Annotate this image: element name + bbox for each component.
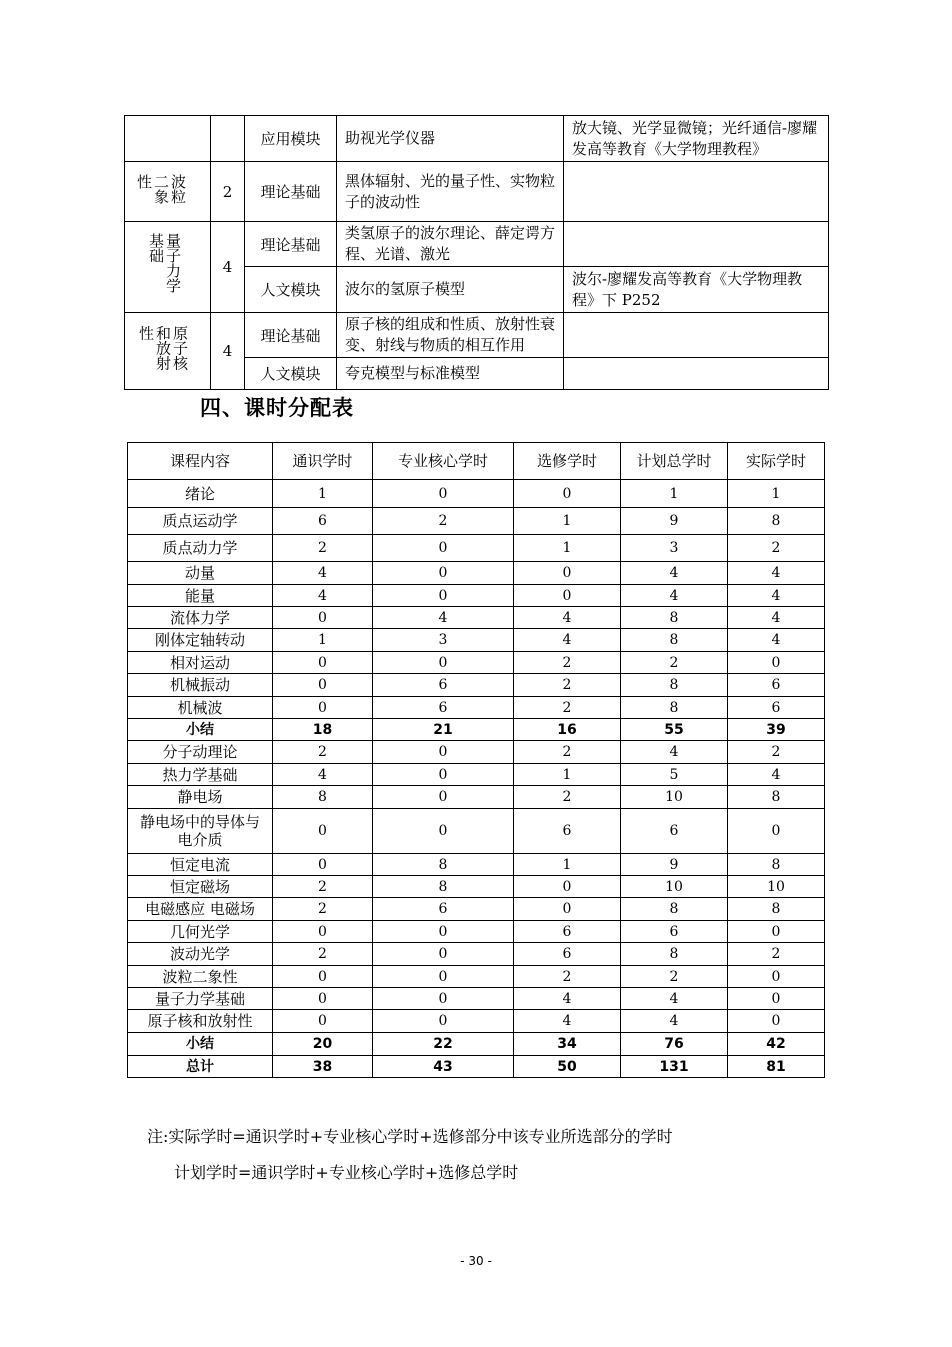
course-content-cell: 恒定电流 [128,854,273,876]
table-row [128,943,825,966]
table-row [128,898,825,921]
hours-cell: 0 [273,607,373,629]
chapter-title-cell [125,313,211,390]
hours-cell: 0 [273,697,373,719]
hours-cell: 10 [621,876,728,898]
hours-cell: 0 [514,562,621,585]
hours-cell: 8 [728,898,825,921]
table-header-row [128,443,825,480]
hours-cell: 0 [273,988,373,1010]
hours-cell: 16 [514,719,621,741]
table-row [128,921,825,943]
course-content-cell: 机械波 [128,697,273,719]
hours-cell: 8 [621,629,728,652]
hours-cell: 8 [728,508,825,535]
course-content-cell: 量子力学基础 [128,988,273,1010]
hours-cell: 50 [514,1056,621,1078]
hours-cell: 4 [514,607,621,629]
table-summary-row [128,719,825,741]
hours-cell: 0 [273,1010,373,1033]
column-header: 选修学时 [514,443,621,480]
module-reference [564,162,829,222]
hours-cell: 2 [273,898,373,921]
hours-cell: 4 [621,741,728,764]
table-row [128,741,825,764]
hours-cell: 2 [373,508,514,535]
hours-cell: 0 [728,966,825,988]
hours-cell: 0 [373,535,514,562]
hours-cell: 8 [621,674,728,697]
course-content-cell: 静电场 [128,786,273,809]
hours-cell: 6 [373,674,514,697]
chapter-title-cell [125,222,211,313]
course-content-cell: 原子核和放射性 [128,1010,273,1033]
hours-cell: 8 [728,786,825,809]
hours-cell: 76 [621,1033,728,1056]
module-content: 夸克模型与标准模型 [337,358,564,390]
hours-cell: 2 [273,535,373,562]
hours-cell: 6 [728,697,825,719]
module-table [124,115,829,390]
hours-cell: 2 [273,943,373,966]
hours-cell: 1 [514,508,621,535]
hours-cell: 4 [621,562,728,585]
hours-cell: 4 [273,562,373,585]
course-content-cell: 能量 [128,585,273,607]
page-number: - 30 - [460,1254,492,1268]
section-heading: 四、课时分配表 [200,396,354,420]
hours-cell: 1 [514,854,621,876]
module-reference [564,358,829,390]
hours-cell: 38 [273,1056,373,1078]
hours-cell: 0 [514,585,621,607]
table-row [125,222,829,267]
hours-cell: 0 [373,741,514,764]
module-content: 原子核的组成和性质、放射性衰变、射线与物质的相互作用 [337,313,564,358]
hours-cell: 81 [728,1056,825,1078]
chapter-hours: 2 [211,162,245,222]
hours-cell: 8 [273,786,373,809]
table-row [128,966,825,988]
table-row [125,313,829,358]
hours-cell: 0 [728,652,825,674]
hours-cell: 4 [728,629,825,652]
hours-cell: 10 [621,786,728,809]
hours-cell: 43 [373,1056,514,1078]
table-row [128,674,825,697]
hours-cell: 2 [728,943,825,966]
hours-cell: 0 [373,943,514,966]
chapter-hours: 4 [211,222,245,313]
hours-cell: 1 [273,480,373,508]
hours-cell: 6 [728,674,825,697]
course-content-cell: 动量 [128,562,273,585]
module-subtype: 人文模块 [245,267,337,313]
hours-cell: 2 [728,741,825,764]
hours-cell: 0 [273,966,373,988]
hours-cell: 1 [514,535,621,562]
hours-cell: 2 [273,741,373,764]
hours-cell: 2 [273,876,373,898]
hours-cell: 4 [514,629,621,652]
hours-cell: 1 [514,764,621,786]
hours-cell: 21 [373,719,514,741]
table-row [128,1010,825,1033]
hours-cell: 0 [373,764,514,786]
hours-cell: 0 [373,652,514,674]
table-row [128,629,825,652]
hours-cell: 8 [621,943,728,966]
chapter-hours: 4 [211,313,245,390]
hours-cell: 22 [373,1033,514,1056]
hours-cell: 0 [373,585,514,607]
course-content-cell: 小结 [128,1033,273,1056]
chapter-title: 波粒二象性 [135,173,187,204]
hours-cell: 4 [728,562,825,585]
hours-cell: 55 [621,719,728,741]
hours-cell: 2 [514,697,621,719]
module-subtype: 理论基础 [245,162,337,222]
course-content-cell: 流体力学 [128,607,273,629]
hours-cell: 39 [728,719,825,741]
hours-cell: 0 [373,480,514,508]
hours-cell: 6 [273,508,373,535]
hours-cell: 6 [621,809,728,854]
hours-cell: 0 [373,921,514,943]
hours-cell: 0 [373,1010,514,1033]
course-content-cell: 总计 [128,1056,273,1078]
column-header: 通识学时 [273,443,373,480]
table-row [125,162,829,222]
table-row [128,607,825,629]
hours-cell: 8 [621,697,728,719]
table-row [125,116,829,162]
table-row [128,697,825,719]
hours-cell: 1 [621,480,728,508]
hours-cell: 0 [728,988,825,1010]
hours-cell: 1 [728,480,825,508]
hours-cell: 9 [621,508,728,535]
module-content: 波尔的氢原子模型 [337,267,564,313]
hours-cell: 0 [728,1010,825,1033]
hours-cell: 42 [728,1033,825,1056]
course-content-cell: 分子动理论 [128,741,273,764]
hours-cell: 8 [621,898,728,921]
hours-cell: 8 [621,607,728,629]
module-content: 黑体辐射、光的量子性、实物粒子的波动性 [337,162,564,222]
hours-cell: 4 [273,764,373,786]
hours-cell: 6 [621,921,728,943]
hours-cell: 6 [373,898,514,921]
hours-cell: 4 [373,607,514,629]
hours-cell: 4 [514,1010,621,1033]
hours-cell: 4 [621,988,728,1010]
column-header: 课程内容 [128,443,273,480]
course-content-cell: 波动光学 [128,943,273,966]
hours-cell: 0 [514,876,621,898]
hours-cell: 4 [728,585,825,607]
module-content: 类氢原子的波尔理论、薛定谔方程、光谱、激光 [337,222,564,267]
course-content-cell: 相对运动 [128,652,273,674]
column-header: 实际学时 [728,443,825,480]
module-subtype: 理论基础 [245,313,337,358]
hours-cell: 2 [728,535,825,562]
table-row [128,988,825,1010]
hours-cell: 5 [621,764,728,786]
course-content-cell: 刚体定轴转动 [128,629,273,652]
course-content-cell: 质点动力学 [128,535,273,562]
hours-cell: 8 [373,854,514,876]
course-content-cell: 恒定磁场 [128,876,273,898]
hours-cell: 8 [373,876,514,898]
hours-cell: 8 [728,854,825,876]
hours-cell: 2 [621,966,728,988]
hours-cell: 0 [273,921,373,943]
hours-cell: 6 [514,921,621,943]
table-row [128,562,825,585]
module-subtype: 理论基础 [245,222,337,267]
hours-cell: 0 [273,854,373,876]
hours-cell: 4 [728,607,825,629]
course-content-cell: 热力学基础 [128,764,273,786]
module-reference: 放大镜、光学显微镜；光纤通信-廖耀发高等教育《大学物理教程》 [564,116,829,162]
hours-cell: 2 [621,652,728,674]
course-content-cell: 绪论 [128,480,273,508]
hours-cell: 9 [621,854,728,876]
hours-cell: 0 [514,480,621,508]
hours-cell: 20 [273,1033,373,1056]
table-row [128,585,825,607]
hours-cell: 0 [273,674,373,697]
module-subtype: 应用模块 [245,116,337,162]
note-planned-hours: 计划学时=通识学时+专业核心学时+选修总学时 [174,1163,519,1182]
table-row [128,480,825,508]
column-header: 计划总学时 [621,443,728,480]
hours-cell: 6 [373,697,514,719]
hours-cell: 2 [514,741,621,764]
hours-cell: 2 [514,652,621,674]
hours-cell: 0 [728,809,825,854]
hours-cell: 6 [514,809,621,854]
course-content-cell: 机械振动 [128,674,273,697]
hours-cell: 4 [728,764,825,786]
hours-cell: 2 [514,966,621,988]
hours-cell: 4 [621,585,728,607]
table-row [128,764,825,786]
hours-cell: 4 [514,988,621,1010]
hours-cell: 6 [514,943,621,966]
module-reference: 波尔-廖耀发高等教育《大学物理教程》下 P252 [564,267,829,313]
hours-cell: 34 [514,1033,621,1056]
hours-cell: 0 [373,786,514,809]
module-content: 助视光学仪器 [337,116,564,162]
course-content-cell: 几何光学 [128,921,273,943]
course-content-cell: 波粒二象性 [128,966,273,988]
hours-cell: 1 [273,629,373,652]
hours-cell: 2 [514,786,621,809]
hours-cell: 0 [728,921,825,943]
table-summary-row [128,1056,825,1078]
table-row [128,876,825,898]
hours-cell: 0 [373,809,514,854]
hours-cell: 4 [621,1010,728,1033]
hours-cell: 0 [514,898,621,921]
hours-cell: 10 [728,876,825,898]
hours-table [127,442,825,1078]
hours-cell: 0 [273,652,373,674]
note-actual-hours: 注:实际学时=通识学时+专业核心学时+选修部分中该专业所选部分的学时 [147,1127,673,1146]
chapter-title: 原子核和放射性 [137,325,189,371]
course-content-cell: 电磁感应 电磁场 [128,898,273,921]
table-row [128,508,825,535]
table-row [128,786,825,809]
hours-cell: 0 [373,988,514,1010]
hours-cell: 4 [273,585,373,607]
chapter-title: 量子力学基础 [147,233,182,293]
course-content-cell: 小结 [128,719,273,741]
hours-cell: 3 [621,535,728,562]
column-header: 专业核心学时 [373,443,514,480]
module-subtype: 人文模块 [245,358,337,390]
course-content-cell: 静电场中的导体与电介质 [128,809,273,854]
course-content-cell: 质点运动学 [128,508,273,535]
module-reference [564,313,829,358]
table-row [128,535,825,562]
table-row [128,809,825,854]
module-reference [564,222,829,267]
table-row [128,854,825,876]
table-row [128,652,825,674]
hours-cell: 131 [621,1056,728,1078]
hours-cell: 2 [514,674,621,697]
chapter-title-cell [125,162,211,222]
hours-cell: 0 [273,809,373,854]
hours-cell: 3 [373,629,514,652]
hours-cell: 0 [373,966,514,988]
hours-cell: 0 [373,562,514,585]
hours-cell: 18 [273,719,373,741]
table-summary-row [128,1033,825,1056]
